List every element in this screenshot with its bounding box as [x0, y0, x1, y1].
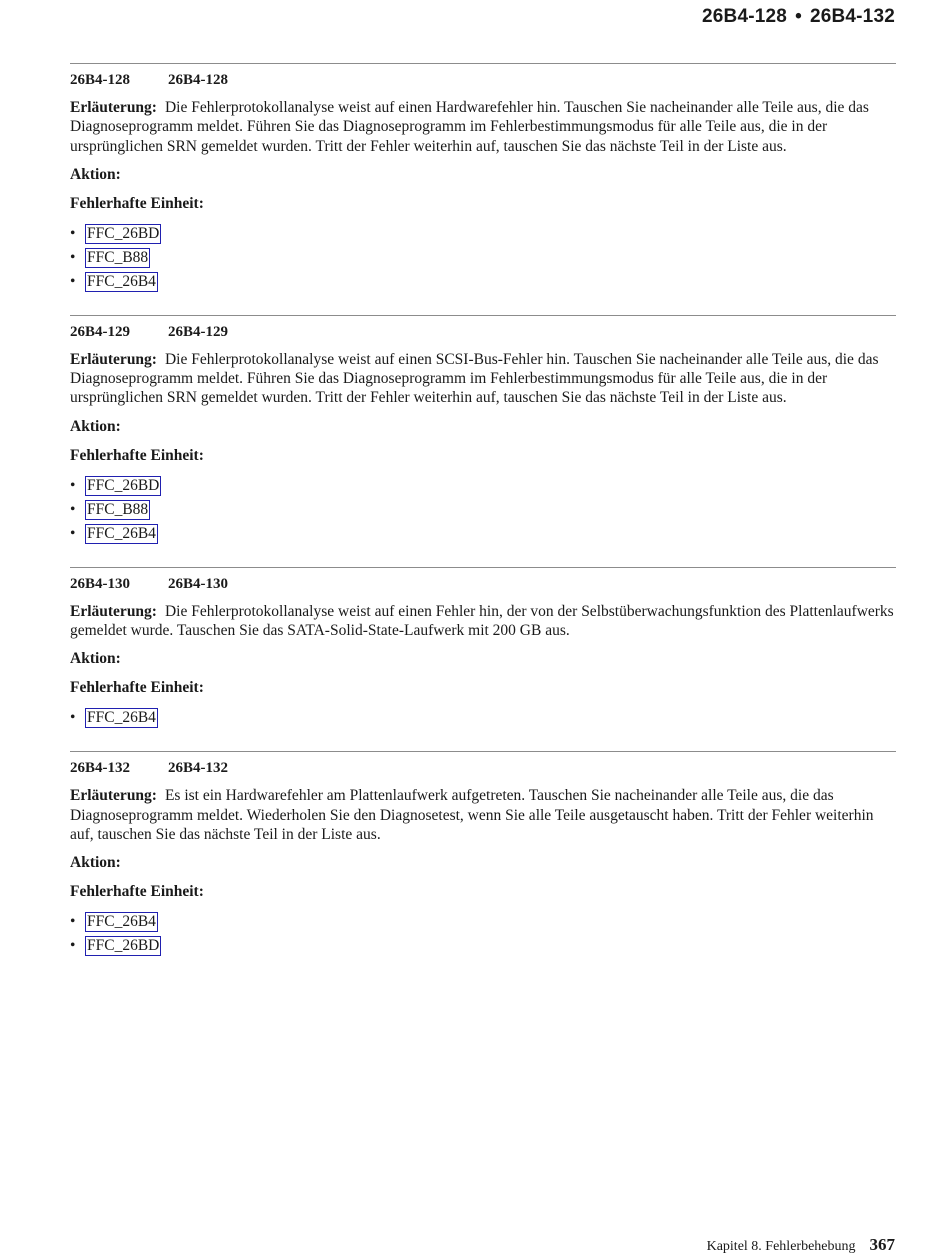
- entry-code: 26B4-132: [70, 760, 130, 777]
- error-entry: [70, 751, 896, 959]
- header-separator: •: [795, 6, 802, 27]
- entry-code-repeat: 26B4-128: [168, 72, 228, 88]
- failing-unit-list: [70, 223, 896, 295]
- error-entry: [70, 315, 896, 547]
- failing-unit-list: [70, 911, 896, 959]
- explanation-text: Es ist ein Hardwarefehler am Plattenlaufwerk aufgetreten. Tauschen Sie nacheinander alle Teile aus, die das Diagnoseprogramm meldet. Wiederholen Sie den Diagnosetest, wenn Sie alle Teile ausgetauscht haben. Tritt der Fehler weiterhin auf, tauschen Sie das nächste Teil in der Liste aus.: [70, 787, 874, 843]
- list-item: [70, 707, 896, 731]
- ffc-link[interactable]: FFC_26BD: [87, 937, 160, 955]
- header-range-start: 26B4-128: [702, 6, 788, 27]
- failing-unit-label: Fehlerhafte Einheit:: [70, 883, 204, 901]
- entry-code-repeat: 26B4-129: [168, 323, 228, 340]
- explanation-text: Die Fehlerprotokollanalyse weist auf einen Fehler hin, der von der Selbstüberwachungsfunktion des Plattenlaufwerks gemeldet wurde. Tauschen Sie das SATA-Solid-State-Laufwerk mit 200 GB aus.: [70, 602, 894, 640]
- bullet-icon: •: [70, 248, 76, 266]
- bullet-icon: •: [70, 476, 76, 494]
- bullet-icon: •: [70, 272, 76, 290]
- running-header: [702, 6, 895, 28]
- bullet-icon: •: [70, 937, 76, 955]
- entry-heading: [70, 759, 896, 778]
- list-item: [70, 223, 896, 247]
- failing-unit-list: [70, 707, 896, 731]
- entry-code-repeat: 26B4-132: [168, 760, 228, 777]
- action-label: Aktion:: [70, 165, 121, 183]
- failing-unit-label: Fehlerhafte Einheit:: [70, 194, 204, 212]
- list-item: [70, 935, 896, 959]
- entry-code-repeat: 26B4-130: [168, 575, 228, 592]
- action-label: Aktion:: [70, 854, 121, 872]
- entry-explanation: [70, 786, 896, 844]
- explanation-label: Erläuterung:: [70, 602, 157, 620]
- footer-chapter: Kapitel 8. Fehlerbehebung: [706, 1239, 856, 1254]
- ffc-link[interactable]: FFC_26B4: [87, 709, 156, 727]
- failing-unit-list: [70, 475, 896, 547]
- error-entry: [70, 567, 896, 732]
- entry-explanation: [70, 350, 896, 408]
- list-item: [70, 499, 896, 523]
- ffc-link[interactable]: FFC_26B4: [87, 272, 156, 290]
- header-range-end: 26B4-132: [809, 6, 895, 27]
- ffc-link[interactable]: FFC_B88: [87, 500, 149, 518]
- ffc-link[interactable]: FFC_B88: [87, 248, 149, 266]
- entry-heading: [70, 575, 896, 594]
- failing-unit-label: Fehlerhafte Einheit:: [70, 446, 204, 464]
- explanation-label: Erläuterung:: [70, 787, 157, 805]
- list-item: [70, 523, 896, 547]
- bullet-icon: •: [70, 709, 76, 727]
- explanation-label: Erläuterung:: [70, 99, 157, 116]
- bullet-icon: •: [70, 524, 76, 542]
- failing-unit-label: Fehlerhafte Einheit:: [70, 679, 204, 697]
- explanation-text: Die Fehlerprotokollanalyse weist auf einen Hardwarefehler hin. Tauschen Sie nacheinander alle Teile aus, die das Diagnoseprogramm meldet. Führen Sie das Diagnoseprogramm im Fehlerbestimmungsmodus für alle Teile aus, die in der ursprünglichen SRN gemeldet wurden. Tritt der Fehler weiterhin auf, tauschen Sie das nächste Teil in der Liste aus.: [70, 99, 869, 155]
- bullet-icon: •: [70, 913, 76, 931]
- entry-heading: [70, 71, 896, 90]
- list-item: [70, 911, 896, 935]
- entry-heading: [70, 323, 896, 342]
- action-label: Aktion:: [70, 417, 121, 435]
- bullet-icon: •: [70, 500, 76, 518]
- list-item: [70, 271, 896, 295]
- entry-explanation: [70, 98, 896, 156]
- ffc-link[interactable]: FFC_26BD: [87, 224, 160, 242]
- bullet-icon: •: [70, 224, 76, 242]
- list-item: [70, 247, 896, 271]
- entry-code: 26B4-130: [70, 575, 130, 592]
- entry-code: 26B4-128: [70, 72, 130, 88]
- ffc-link[interactable]: FFC_26B4: [87, 913, 156, 931]
- action-label: Aktion:: [70, 650, 121, 668]
- page-number: 367: [869, 1235, 895, 1254]
- explanation-text: Die Fehlerprotokollanalyse weist auf einen SCSI-Bus-Fehler hin. Tauschen Sie nacheinander alle Teile aus, die das Diagnoseprogramm meldet. Führen Sie das Diagnoseprogramm im Fehlerbestimmungsmodus für alle Teile aus, die in der ursprünglichen SRN gemeldet wurden. Tritt der Fehler weiterhin auf, tauschen Sie das nächste Teil in der Liste aus.: [70, 350, 879, 407]
- explanation-label: Erläuterung:: [70, 350, 157, 368]
- ffc-link[interactable]: FFC_26B4: [87, 524, 156, 542]
- entry-explanation: [70, 602, 896, 641]
- page-content: [70, 63, 896, 979]
- entry-code: 26B4-129: [70, 323, 130, 340]
- page-footer: [707, 1235, 895, 1255]
- error-entry: [70, 63, 896, 295]
- ffc-link[interactable]: FFC_26BD: [87, 476, 160, 494]
- list-item: [70, 475, 896, 499]
